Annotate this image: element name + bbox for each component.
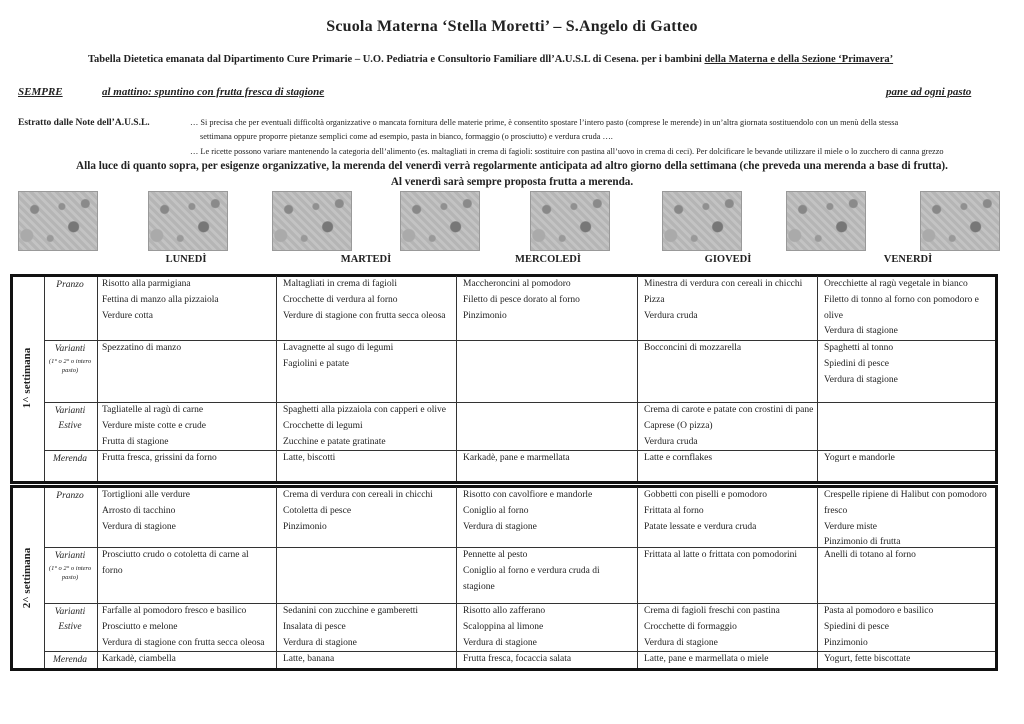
menu-item: Yogurt e mandorle	[824, 453, 895, 463]
menu-item: Crema di carote e patate con crostini di pane	[644, 405, 814, 415]
menu-item: Latte, biscotti	[283, 453, 336, 463]
menu-cell	[463, 277, 641, 324]
menu-item: Scaloppina al limone	[463, 621, 544, 632]
menu-cell	[644, 277, 822, 324]
menu-item: Gobbetti con piselli e pomodoro	[644, 490, 767, 500]
decorative-image	[400, 191, 480, 251]
menu-item: Pizza	[644, 294, 665, 305]
menu-cell	[644, 451, 822, 467]
menu-cell	[463, 548, 641, 595]
menu-item: Latte, pane e marmellata o miele	[644, 654, 769, 664]
row-label-text: Estive	[58, 622, 82, 632]
grid-line	[456, 547, 457, 604]
menu-item: Verdura cruda	[644, 436, 698, 447]
menu-item: Risotto alla parmigiana	[102, 279, 191, 289]
row-label-text: Varianti	[54, 406, 86, 416]
menu-cell	[824, 652, 996, 668]
menu-item: Anelli di totano al forno	[824, 550, 916, 560]
row-label-text: Pranzo	[56, 491, 84, 501]
decorative-image	[18, 191, 98, 251]
menu-item: olive	[824, 310, 843, 321]
row-label	[44, 278, 96, 293]
menu-item: Verdure di stagione con frutta secca oleosa	[283, 310, 446, 321]
note-1-continued: settimana oppure proporre pietanze semplici come ad esempio, pasta in bianco, formaggio (o prosciutto) e verdura cruda ….	[200, 132, 613, 141]
row-label	[44, 653, 96, 668]
note-1: … Si precisa che per eventuali difficoltà organizzative o mancata fornitura delle materie prime, è consentito spostare l’intero pasto (comprese le merende) in un’altra giornata sostituendolo con un menù della stessa	[190, 118, 899, 127]
day-header-wednesday: MERCOLEDÌ	[515, 254, 581, 265]
menu-item: Pennette al pesto	[463, 550, 528, 560]
menu-cell	[102, 277, 280, 324]
morning-snack-note: al mattino: spuntino con frutta fresca di stagione	[102, 86, 325, 98]
day-header-friday: VENERDÌ	[883, 254, 933, 265]
menu-cell	[824, 488, 996, 551]
menu-item: Spaghetti al tonno	[824, 343, 894, 353]
menu-item: Crespelle ripiene di Halibut con pomodoro	[824, 490, 987, 500]
subtitle-underlined: della Materna e della Sezione ‘Primavera’	[704, 54, 894, 65]
row-label-text: Estive	[58, 421, 82, 431]
row-label	[44, 549, 96, 582]
menu-item: Farfalle al pomodoro fresco e basilico	[102, 606, 247, 616]
menu-item: Pinzimonio	[283, 521, 327, 532]
menu-item: Latte e cornflakes	[644, 453, 713, 463]
menu-item: Cotoletta di pesce	[283, 505, 352, 516]
week-label: 2^ settimana	[21, 547, 33, 609]
friday-snack-note: Alla luce di quanto sopra, per esigenze organizzative, la merenda del venerdì verrà regolarmente anticipata ad altro giorno della settimana (che preveda una merenda a base di frutta).	[76, 160, 948, 172]
menu-item: Pasta al pomodoro e basilico	[824, 606, 934, 616]
menu-item: Crocchette di legumi	[283, 420, 363, 431]
menu-cell	[824, 341, 996, 388]
row-label-text: Merenda	[53, 655, 87, 665]
row-label	[44, 489, 96, 504]
menu-item: Yogurt, fette biscottate	[824, 654, 911, 664]
menu-cell	[824, 604, 996, 651]
menu-item: Prosciutto e melone	[102, 621, 178, 632]
row-label-text: Merenda	[53, 454, 87, 464]
menu-item: fresco	[824, 505, 848, 516]
menu-item: Verdure miste	[824, 521, 878, 532]
menu-item: Maltagliati in crema di fagioli	[283, 279, 397, 289]
note-2: … Le ricette possono variare mantenendo la categoria dell’alimento (es. maltagliati in crema di fagioli: sostituire con pastina all’uovo in crema di ceci). Per dolcificare le bevande utilizzare il miele o lo zucchero di canna grezzo	[190, 147, 944, 156]
decorative-image	[272, 191, 352, 251]
row-label	[44, 404, 96, 434]
menu-cell	[644, 652, 822, 668]
menu-item: Insalata di pesce	[283, 621, 346, 632]
row-label-text: Varianti	[54, 344, 86, 354]
menu-cell	[644, 548, 822, 564]
menu-item: Frutta di stagione	[102, 436, 169, 447]
menu-item: Verdure miste cotte e crude	[102, 420, 206, 431]
menu-item: Patate lessate e verdura cruda	[644, 521, 757, 532]
menu-item: Risotto con cavolfiore e mandorle	[463, 490, 593, 500]
row-label	[44, 452, 96, 467]
menu-item: Spiedini di pesce	[824, 621, 889, 632]
menu-cell	[283, 488, 461, 535]
menu-cell	[644, 604, 822, 651]
menu-item: Latte, banana	[283, 654, 335, 664]
menu-item: Orecchiette al ragù vegetale in bianco	[824, 279, 968, 289]
menu-item: Filetto di pesce dorato al forno	[463, 294, 580, 305]
menu-cell	[463, 488, 641, 535]
menu-item: Verdura di stagione	[824, 326, 898, 337]
row-label-text: Pranzo	[56, 280, 84, 290]
menu-cell	[824, 451, 996, 467]
menu-item: Fettina di manzo alla pizzaiola	[102, 294, 219, 305]
page-subtitle	[88, 54, 893, 65]
menu-item: Karkadè, pane e marmellata	[463, 453, 570, 463]
menu-item: Tagliatelle al ragù di carne	[102, 405, 204, 415]
row-label-text: Varianti	[54, 551, 86, 561]
menu-item: Minestra di verdura con cereali in chicchi	[644, 279, 803, 289]
row-label-text: Varianti	[54, 607, 86, 617]
friday-fruit-note: Al venerdì sarà sempre proposta frutta a merenda.	[390, 176, 634, 188]
menu-item: Verdura cruda	[644, 310, 698, 321]
menu-item: Verdura di stagione	[824, 374, 898, 385]
row-label	[44, 342, 96, 375]
decorative-image	[148, 191, 228, 251]
menu-cell	[283, 604, 461, 651]
menu-item: Pinzimonio	[463, 310, 507, 321]
menu-cell	[644, 341, 822, 357]
row-sublabel: (1° o 2° o intero pasto)	[48, 358, 92, 374]
menu-item: Bocconcini di mozzarella	[644, 343, 742, 353]
menu-cell	[283, 341, 461, 373]
menu-cell	[644, 488, 822, 535]
day-header-tuesday: MARTEDÌ	[340, 254, 392, 265]
menu-item: stagione	[463, 581, 495, 592]
grid-line	[97, 488, 98, 668]
menu-item: Caprese (O pizza)	[644, 420, 713, 431]
menu-cell	[283, 403, 461, 450]
row-label	[44, 605, 96, 635]
menu-item: Verdura di stagione	[102, 521, 176, 532]
decorative-image	[920, 191, 1000, 251]
grid-line	[637, 402, 638, 451]
menu-item: Verdura di stagione con frutta secca oleosa	[102, 637, 265, 648]
bread-note: pane ad ogni pasto	[886, 86, 972, 98]
menu-item: Spiedini di pesce	[824, 358, 889, 369]
decorative-image	[530, 191, 610, 251]
week-label: 1^ settimana	[21, 347, 33, 409]
menu-cell	[283, 277, 461, 324]
day-header-monday: LUNEDÌ	[165, 254, 207, 265]
menu-cell	[463, 451, 641, 467]
day-header-thursday: GIOVEDÌ	[704, 254, 752, 265]
menu-item: Frittata al latte o frittata con pomodorini	[644, 550, 798, 560]
subtitle-text: Tabella Dietetica emanata dal Dipartimento Cure Primarie – U.O. Pediatria e Consultorio Familiare dll’A.U.S.L di Cesena. per i bambini	[88, 54, 705, 65]
menu-item: Crocchette di verdura al forno	[283, 294, 398, 305]
menu-item: Frittata al forno	[644, 505, 704, 516]
menu-item: Crema di verdura con cereali in chicchi	[283, 490, 433, 500]
menu-item: Crema di fagioli freschi con pastina	[644, 606, 780, 616]
menu-cell	[283, 652, 461, 668]
menu-cell	[102, 451, 280, 467]
menu-item: Fagiolini e patate	[283, 358, 349, 369]
menu-item: Verdura di stagione	[463, 637, 537, 648]
menu-cell	[102, 652, 280, 668]
menu-item: Pinzimonio	[824, 637, 868, 648]
sempre-label: SEMPRE	[18, 86, 63, 98]
row-sublabel: (1° o 2° o intero pasto)	[48, 565, 92, 581]
menu-item: Zucchine e patate gratinate	[283, 436, 386, 447]
menu-item: Spaghetti alla pizzaiola con capperi e olive	[283, 405, 447, 415]
menu-cell	[102, 341, 280, 357]
page-title: Scuola Materna ‘Stella Moretti’ – S.Angelo di Gatteo	[326, 18, 698, 35]
decorative-image	[786, 191, 866, 251]
menu-item: forno	[102, 565, 123, 576]
menu-item: Verdure cotta	[102, 310, 153, 321]
menu-item: Lavagnette al sugo di legumi	[283, 343, 394, 353]
menu-item: Karkadè, ciambella	[102, 654, 176, 664]
menu-cell	[463, 652, 641, 668]
decorative-image	[662, 191, 742, 251]
menu-item: Crocchette di formaggio	[644, 621, 737, 632]
menu-item: Frutta fresca, focaccia salata	[463, 654, 572, 664]
menu-item: Risotto allo zafferano	[463, 606, 546, 616]
menu-cell	[102, 403, 280, 450]
menu-item: Arrosto di tacchino	[102, 505, 176, 516]
menu-item: Coniglio al forno e verdura cruda di	[463, 565, 600, 576]
menu-item: Maccheroncini al pomodoro	[463, 279, 571, 289]
menu-item: Spezzatino di manzo	[102, 343, 182, 353]
menu-item: Verdura di stagione	[644, 637, 718, 648]
menu-item: Verdura di stagione	[283, 637, 357, 648]
menu-cell	[824, 548, 996, 564]
menu-item: Tortiglioni alle verdure	[102, 490, 190, 500]
menu-item: Filetto di tonno al forno con pomodoro e	[824, 294, 979, 305]
menu-cell	[102, 488, 280, 535]
menu-item: Sedanini con zucchine e gamberetti	[283, 606, 419, 616]
menu-item: Pinzimonio di frutta	[824, 537, 901, 548]
menu-cell	[102, 548, 280, 580]
menu-item: Verdura di stagione	[463, 521, 537, 532]
menu-cell	[102, 604, 280, 651]
menu-cell	[644, 403, 822, 450]
menu-cell	[824, 277, 996, 340]
menu-cell	[283, 451, 461, 467]
menu-item: Coniglio al forno	[463, 505, 529, 516]
grid-line	[637, 340, 638, 403]
menu-cell	[463, 604, 641, 651]
menu-item: Prosciutto crudo o cotoletta di carne al	[102, 550, 249, 560]
notes-heading: Estratto dalle Note dell’A.U.S.L.	[18, 118, 150, 128]
menu-item: Frutta fresca, grissini da forno	[102, 453, 217, 463]
